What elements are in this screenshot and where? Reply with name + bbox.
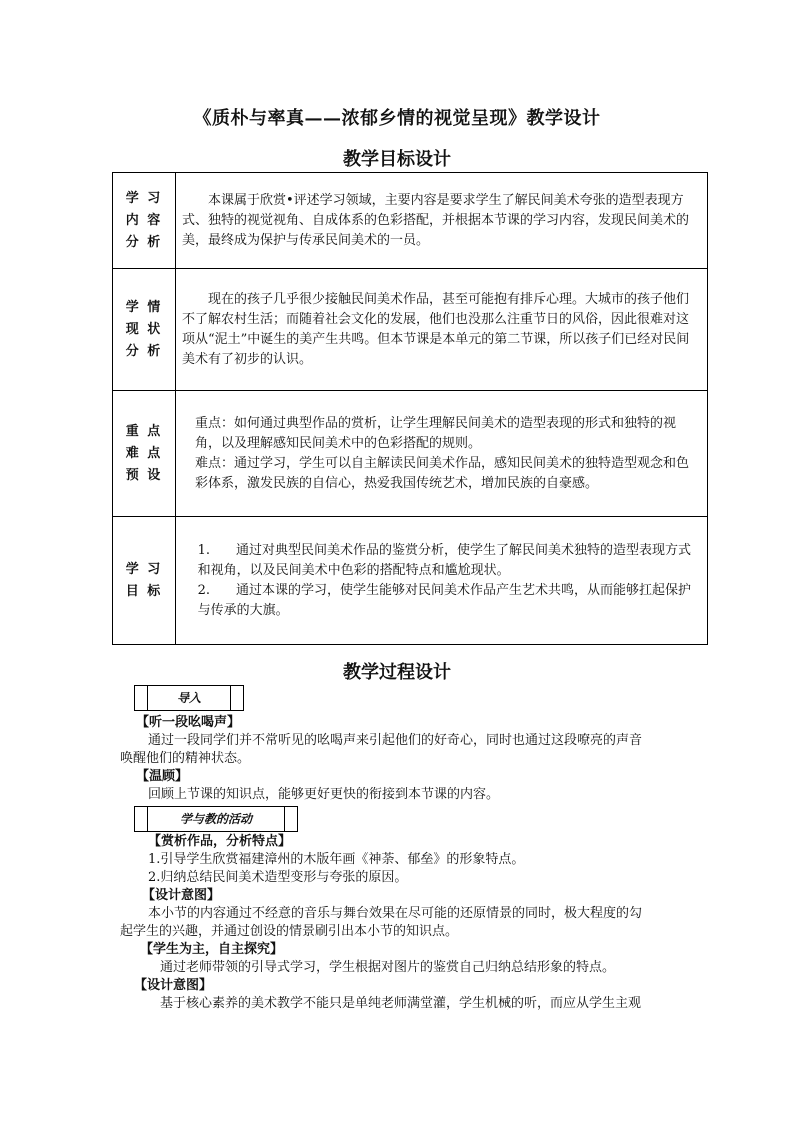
label-line: 分 析: [125, 343, 163, 359]
label-line: 学 习: [125, 190, 163, 206]
row-content: [176, 269, 708, 391]
process-text: 基于核心素养的美术教学不能只是单纯老师满堂灌，学生机械的听，而应从学生主观: [160, 996, 642, 1011]
goal-section-title: 教学目标设计: [343, 149, 451, 170]
process-heading: 【学生为主，自主探究】: [140, 942, 284, 957]
step-label-intro: 导入: [176, 691, 201, 705]
content-paragraph: 现在的孩子几乎很少接触民间美术作品，甚至可能抱有排斥心理。大城市的孩子他们不了解农村生活；而随着社会文化的发展，他们也没那么注重节日的风俗，因此很难对这项从“泥土”中诞生的美产生共鸣。但本节课是本单元的第二节课，所以孩子们已经对民间美术有了初步的认识。: [182, 291, 690, 367]
row-label: [113, 517, 176, 645]
content-paragraph: 本课属于欣赏•评述学习领域，主要内容是要求学生了解民间美术夸张的造型表现方式、独特的视觉视角、自成体系的色彩搭配，并根据本节课的学习内容，发现民间美术的美，最终成为保护与传承民间美术的一员。: [182, 192, 690, 248]
label-line: 分 析: [125, 234, 163, 250]
row-label: [113, 173, 176, 269]
row-content: [176, 517, 708, 645]
process-text: 本小节的内容通过不经意的音乐与舞台效果在尽可能的还原情景的同时，极大程度的勾: [148, 906, 643, 921]
row-label: [113, 391, 176, 517]
label-line: 学 习: [125, 561, 163, 577]
process-text: 唤醒他们的精神状态。: [120, 751, 251, 766]
process-heading: 【设计意图】: [134, 978, 213, 993]
row-content: [176, 173, 708, 269]
label-line: 难 点: [125, 445, 163, 461]
goal-item: 2. 通过本课的学习，使学生能够对民间美术作品产生艺术共鸣，从而能够扛起保护与传承的大旗。: [197, 582, 691, 618]
process-heading: 【赏析作品，分析特点】: [148, 834, 292, 849]
process-text: 通过一段同学们并不常听见的吆喝声来引起他们的好奇心，同时也通过这段嘹亮的声音: [148, 733, 643, 748]
step-box-intro: [134, 685, 244, 711]
process-text: 1.引导学生欣赏福建漳州的木版年画《神荼、郁垒》的形象特点。: [148, 852, 525, 867]
label-line: 重 点: [125, 423, 163, 439]
key-point-text: 重点：如何通过典型作品的赏析，让学生理解民间美术的造型表现的形式和独特的视角，以及理解感知民间美术中的色彩搭配的规则。: [195, 415, 677, 451]
process-heading: 【温顾】: [136, 769, 189, 784]
process-heading: 【设计意图】: [142, 888, 221, 903]
process-section-title: 教学过程设计: [343, 662, 451, 683]
goal-item: 1. 通过对典型民间美术作品的鉴赏分析，使学生了解民间美术独特的造型表现方式和视角，以及民间美术中色彩的搭配特点和尴尬现状。: [197, 542, 691, 578]
table-row: [113, 517, 708, 645]
process-text: 通过老师带领的引导式学习，学生根据对图片的鉴赏自己归纳总结形象的特点。: [160, 960, 616, 975]
label-line: 内 容: [125, 212, 163, 228]
table-row: [113, 391, 708, 517]
step-box-activities: [134, 806, 298, 832]
table-row: [113, 173, 708, 269]
process-heading: 【听一段吆喝声】: [136, 715, 241, 730]
label-line: 预 设: [125, 467, 163, 483]
process-text: 回顾上节课的知识点，能够更好更快的衔接到本节课的内容。: [148, 787, 500, 802]
page-title: 《质朴与率真——浓郁乡情的视觉呈现》教学设计: [193, 108, 601, 129]
step-label-activities: 学与教的活动: [179, 812, 252, 826]
row-content: [176, 391, 708, 517]
process-text: 起学生的兴趣，并通过创设的情景刷引出本小节的知识点。: [120, 924, 459, 939]
table-row: [113, 269, 708, 391]
process-text: 2.归纳总结民间美术造型变形与夸张的原因。: [148, 870, 408, 885]
goal-table: [112, 172, 708, 645]
label-line: 目 标: [125, 583, 163, 599]
label-line: 现 状: [125, 321, 163, 337]
label-line: 学 情: [125, 299, 163, 315]
difficulty-text: 难点：通过学习，学生可以自主解读民间美术作品，感知民间美术的独特造型观念和色彩体系，激发民族的自信心，热爱我国传统艺术，增加民族的自豪感。: [195, 455, 690, 491]
row-label: [113, 269, 176, 391]
